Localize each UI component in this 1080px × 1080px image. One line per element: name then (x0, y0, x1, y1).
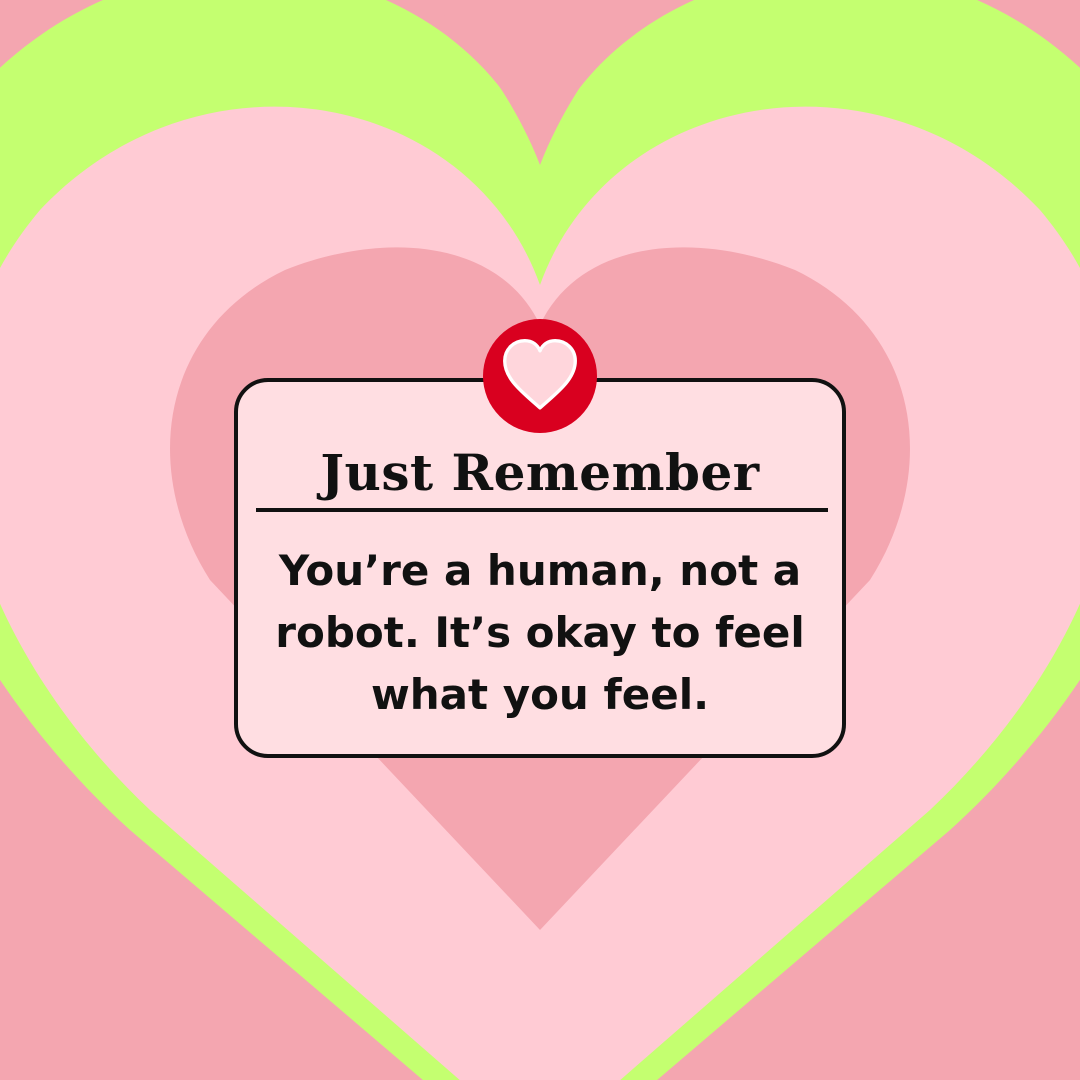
heart-badge (483, 319, 597, 433)
title-divider (256, 508, 828, 512)
card-title: Just Remember (320, 443, 760, 502)
card-message: You’re a human, not a robot. It’s okay to feel what you feel. (275, 546, 805, 719)
heart-icon (498, 334, 582, 418)
